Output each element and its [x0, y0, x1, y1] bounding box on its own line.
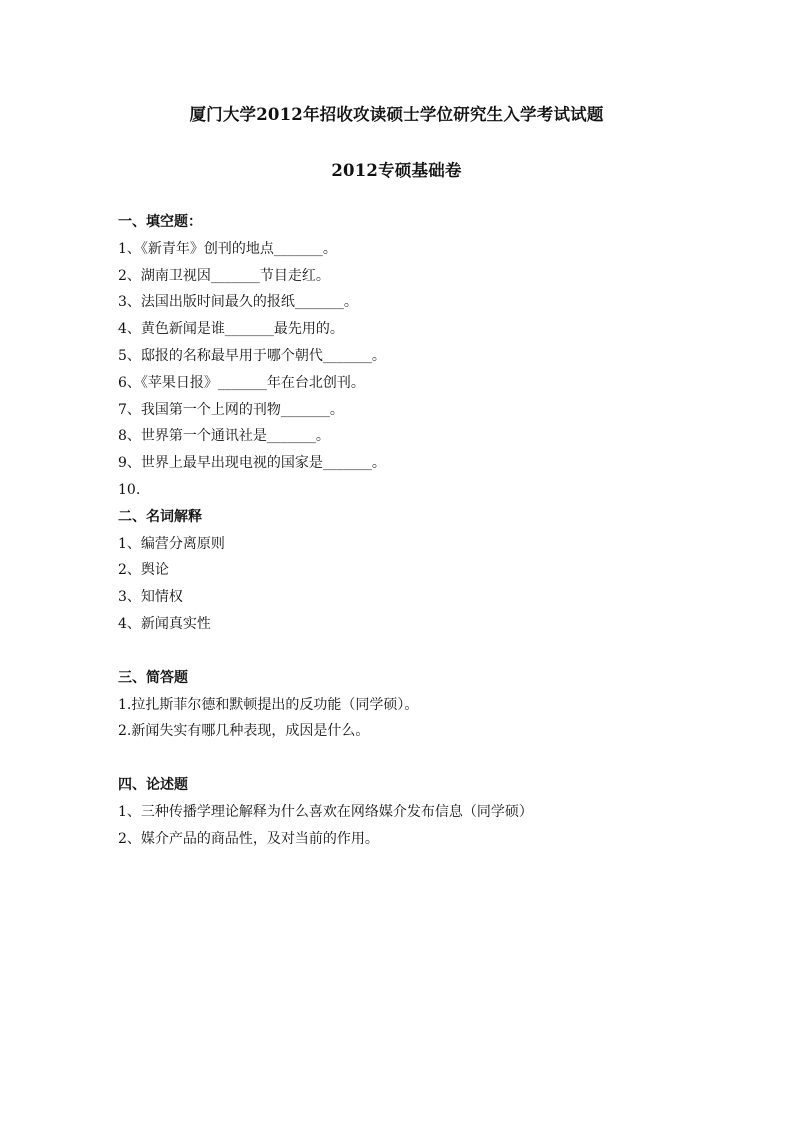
- question-item: 9、世界上最早出现电视的国家是_______。: [118, 455, 386, 472]
- section-spacer: [118, 745, 718, 772]
- question-item: 1.拉扎斯菲尔德和默顿提出的反功能（同学硕）。: [118, 696, 419, 713]
- section-heading-short-answer: 三、简答题: [118, 669, 188, 686]
- question-item: 2、湖南卫视因_______节目走红。: [118, 267, 330, 284]
- exam-content: [118, 209, 718, 853]
- question-item: 1、《新青年》创刊的地点_______。: [118, 240, 337, 257]
- exam-subtitle: 2012专硕基础卷: [331, 161, 462, 180]
- question-item: 1、三种传播学理论解释为什么喜欢在网络媒介发布信息（同学硕）: [118, 803, 533, 820]
- section-heading-essay: 四、论述题: [118, 777, 188, 794]
- question-item: 2.新闻失实有哪几种表现，成因是什么。: [118, 723, 370, 740]
- question-item: 2、舆论: [118, 562, 169, 579]
- question-item: 7、我国第一个上网的刊物_______。: [118, 401, 344, 418]
- question-item: 4、新闻真实性: [118, 615, 211, 632]
- exam-title: 厦门大学2012年招收攻读硕士学位研究生入学考试试题: [189, 105, 604, 124]
- question-item: 3、知情权: [118, 589, 183, 606]
- question-item: 6、《苹果日报》_______年在台北创刊。: [118, 374, 365, 391]
- section-heading-fill-blank: 一、填空题：: [118, 214, 202, 230]
- question-item: 10.: [118, 481, 141, 498]
- section-spacer: [118, 638, 718, 665]
- section-heading-terms: 二、名词解释: [118, 508, 202, 525]
- question-item: 2、媒介产品的商品性，及对当前的作用。: [118, 830, 379, 847]
- question-item: 1、编营分离原则: [118, 535, 225, 552]
- question-item: 3、法国出版时间最久的报纸_______。: [118, 294, 358, 311]
- question-item: 5、邸报的名称最早用于哪个朝代_______。: [118, 347, 386, 364]
- question-item: 8、世界第一个通讯社是_______。: [118, 428, 330, 445]
- question-item: 4、黄色新闻是谁_______最先用的。: [118, 321, 344, 338]
